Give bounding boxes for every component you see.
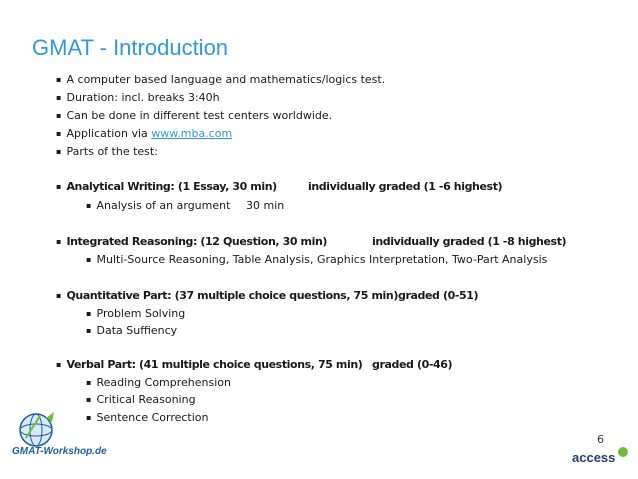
sub-item-text: Critical Reasoning [96, 393, 196, 406]
bullet-icon: ▪ [56, 291, 62, 300]
page-number: 6 [597, 433, 604, 446]
sub-item-text: Problem Solving [96, 307, 186, 320]
mba-link[interactable]: www.mba.com [151, 127, 233, 140]
section-grade-quantitative: graded (0-51) [397, 289, 479, 302]
bullet-icon: ▪ [86, 309, 92, 318]
intro-item-duration [56, 91, 220, 105]
section-heading-integrated-reasoning [56, 235, 327, 249]
section-heading-text: Quantitative Part: (37 multiple choice questions, 75 min) [66, 289, 398, 302]
bullet-icon: ▪ [86, 413, 92, 422]
sub-item-text: Analysis of an argument [96, 199, 231, 212]
bullet-icon: ▪ [86, 378, 92, 387]
sub-item-data-sufficiency [86, 324, 177, 338]
sub-item-text: Data Suffiency [96, 324, 178, 337]
sub-item-text: Multi-Source Reasoning, Table Analysis, Graphics Interpretation, Two-Part Analysis [96, 253, 548, 266]
intro-text: Application via [66, 127, 152, 140]
sub-item-multi-source [86, 253, 547, 267]
intro-text: A computer based language and mathematics/logics test. [66, 73, 386, 86]
section-heading-analytical-writing [56, 180, 277, 194]
access-logo-text: access [572, 450, 616, 465]
section-heading-text: Analytical Writing: (1 Essay, 30 min) [66, 180, 277, 193]
bullet-icon: ▪ [56, 360, 62, 369]
section-grade-verbal: graded (0-46) [372, 358, 453, 371]
gmat-workshop-logo-text: GMAT-Workshop.de [12, 446, 107, 457]
intro-text: Duration: incl. breaks 3:40h [66, 91, 220, 104]
bullet-icon: ▪ [56, 111, 62, 120]
sub-item-reading-comprehension [86, 376, 231, 390]
section-grade-integrated-reasoning: individually graded (1 -8 highest) [372, 235, 567, 248]
bullet-icon: ▪ [56, 75, 62, 84]
bullet-icon: ▪ [56, 129, 62, 138]
bullet-icon: ▪ [86, 201, 92, 210]
sub-item-critical-reasoning [86, 393, 196, 407]
bullet-icon: ▪ [86, 255, 92, 264]
gmat-workshop-logo-icon [6, 408, 116, 474]
bullet-icon: ▪ [56, 182, 62, 191]
access-logo-badge-icon [618, 447, 628, 457]
section-heading-verbal [56, 358, 362, 372]
sub-item-text: Sentence Correction [96, 411, 209, 424]
intro-text: Can be done in different test centers worldwide. [66, 109, 333, 122]
sub-item-analysis-argument [86, 199, 230, 213]
intro-item-test-centers [56, 109, 332, 123]
intro-text: Parts of the test: [66, 145, 158, 158]
sub-item-duration: 30 min [246, 199, 285, 212]
bullet-icon: ▪ [86, 326, 92, 335]
intro-item-application [56, 127, 232, 141]
sub-item-text: Reading Comprehension [96, 376, 232, 389]
bullet-icon: ▪ [56, 93, 62, 102]
section-heading-quantitative [56, 289, 478, 303]
sub-item-problem-solving [86, 307, 185, 321]
section-heading-text: Verbal Part: (41 multiple choice questions, 75 min) [66, 358, 363, 371]
section-heading-text: Integrated Reasoning: (12 Question, 30 min) [66, 235, 328, 248]
section-grade-analytical-writing: individually graded (1 -6 highest) [308, 180, 503, 193]
bullet-icon: ▪ [86, 395, 92, 404]
bullet-icon: ▪ [56, 237, 62, 246]
slide-title: GMAT - Introduction [32, 35, 229, 60]
bullet-icon: ▪ [56, 147, 62, 156]
intro-item-computer-test [56, 73, 385, 87]
intro-item-parts [56, 145, 158, 159]
